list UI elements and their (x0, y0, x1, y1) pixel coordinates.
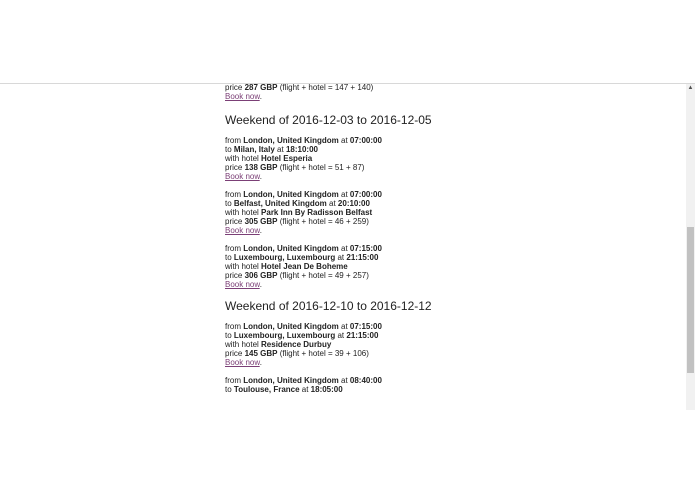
results-viewport (0, 84, 686, 410)
arrive-time: 20:10:00 (337, 199, 370, 208)
book-now-link[interactable]: Book now (225, 280, 260, 289)
price-breakdown: (flight + hotel = 51 + 87) (279, 163, 365, 172)
book-now-link[interactable]: Book now (225, 226, 260, 235)
results-list (225, 84, 665, 403)
deal-item: from London, United Kingdom at 07:15:00 to Luxembourg, Luxembourg at 21:15:00 with hotel Residence Durbuy price 145 GBP (flight + hotel = 39 + 106) Book now. (225, 322, 665, 367)
to-line: to Luxembourg, Luxembourg at 21:15:00 (225, 253, 379, 262)
price-line: price 306 GBP (flight + hotel = 49 + 257) (225, 271, 369, 280)
arrive-time: 18:10:00 (285, 145, 318, 154)
price-breakdown: (flight + hotel = 49 + 257) (279, 271, 369, 280)
arrive-time: 21:15:00 (346, 253, 379, 262)
origin-city: London, United Kingdom (243, 322, 339, 331)
hotel-line: with hotel Residence Durbuy (225, 340, 332, 349)
book-now-link[interactable]: Book now (225, 358, 260, 367)
to-line: to Milan, Italy at 18:10:00 (225, 145, 318, 154)
price-value: 305 GBP (244, 217, 278, 226)
deal-item (225, 376, 665, 394)
top-blank-area (0, 0, 695, 84)
from-line: from London, United Kingdom at 08:40:00 (225, 376, 382, 385)
price-value: 306 GBP (244, 271, 278, 280)
to-line: to Toulouse, France at 18:05:00 (225, 385, 343, 394)
price-line: price 138 GBP (flight + hotel = 51 + 87) (225, 163, 365, 172)
weekend-heading: Weekend of 2016-12-10 to 2016-12-12 (225, 299, 432, 313)
price-line: price 305 GBP (flight + hotel = 46 + 259) (225, 217, 369, 226)
origin-city: London, United Kingdom (243, 190, 339, 199)
hotel-line: with hotel Hotel Esperia (225, 154, 313, 163)
bottom-blank-area (0, 410, 695, 494)
from-line: from London, United Kingdom at 07:15:00 (225, 244, 382, 253)
price-breakdown: (flight + hotel = 46 + 259) (279, 217, 369, 226)
depart-time: 07:15:00 (349, 322, 382, 331)
price-line: price 145 GBP (flight + hotel = 39 + 106) (225, 349, 369, 358)
destination-city: Luxembourg, Luxembourg (233, 331, 336, 340)
deal-item: from London, United Kingdom at 07:00:00 to Milan, Italy at 18:10:00 with hotel Hotel Esperia price 138 GBP (flight + hotel = 51 + 87) Book now. (225, 136, 665, 181)
depart-time: 07:00:00 (349, 190, 382, 199)
scroll-up-arrow-icon[interactable]: ▲ (687, 85, 694, 91)
deal-item: from London, United Kingdom at 07:15:00 to Luxembourg, Luxembourg at 21:15:00 with hotel Hotel Jean De Boheme price 306 GBP (flight + hotel = 49 + 257) Book now. (225, 244, 665, 289)
partial-deal: price 287 GBP (flight + hotel = 147 + 140) Book now. (225, 84, 665, 101)
scroll-thumb[interactable] (687, 227, 694, 373)
depart-time: 07:00:00 (349, 136, 382, 145)
from-line: from London, United Kingdom at 07:15:00 (225, 322, 382, 331)
hotel-line: with hotel Hotel Jean De Boheme (225, 262, 348, 271)
hotel-name: Hotel Jean De Boheme (261, 262, 348, 271)
deal-item: from London, United Kingdom at 07:00:00 to Belfast, United Kingdom at 20:10:00 with hotel Park Inn By Radisson Belfast price 305 GBP (flight + hotel = 46 + 259) Book now. (225, 190, 665, 235)
price-value: 145 GBP (244, 349, 278, 358)
hotel-name: Hotel Esperia (261, 154, 313, 163)
from-line: from London, United Kingdom at 07:00:00 (225, 190, 382, 199)
hotel-name: Residence Durbuy (261, 340, 332, 349)
depart-time: 07:15:00 (349, 244, 382, 253)
book-now-link[interactable]: Book now (225, 92, 260, 101)
destination-city: Toulouse, France (233, 385, 300, 394)
vertical-scrollbar[interactable] (686, 84, 695, 410)
arrive-time: 18:05:00 (310, 385, 343, 394)
price-breakdown: (flight + hotel = 39 + 106) (279, 349, 369, 358)
depart-time: 08:40:00 (349, 376, 382, 385)
origin-city: London, United Kingdom (243, 244, 339, 253)
hotel-name: Park Inn By Radisson Belfast (261, 208, 373, 217)
to-line: to Luxembourg, Luxembourg at 21:15:00 (225, 331, 379, 340)
destination-city: Luxembourg, Luxembourg (233, 253, 336, 262)
origin-city: London, United Kingdom (243, 136, 339, 145)
price-value: 287 GBP (244, 84, 278, 92)
book-now-link[interactable]: Book now (225, 172, 260, 181)
price-breakdown: (flight + hotel = 147 + 140) (279, 84, 374, 92)
weekend-section (225, 113, 665, 289)
from-line: from London, United Kingdom at 07:00:00 (225, 136, 382, 145)
destination-city: Milan, Italy (233, 145, 275, 154)
to-line: to Belfast, United Kingdom at 20:10:00 (225, 199, 370, 208)
hotel-line: with hotel Park Inn By Radisson Belfast (225, 208, 373, 217)
weekend-heading: Weekend of 2016-12-03 to 2016-12-05 (225, 113, 432, 127)
destination-city: Belfast, United Kingdom (233, 199, 327, 208)
weekend-section (225, 299, 665, 394)
origin-city: London, United Kingdom (243, 376, 339, 385)
price-line: price 287 GBP (flight + hotel = 147 + 140) (225, 84, 374, 92)
arrive-time: 21:15:00 (346, 331, 379, 340)
price-value: 138 GBP (244, 163, 278, 172)
